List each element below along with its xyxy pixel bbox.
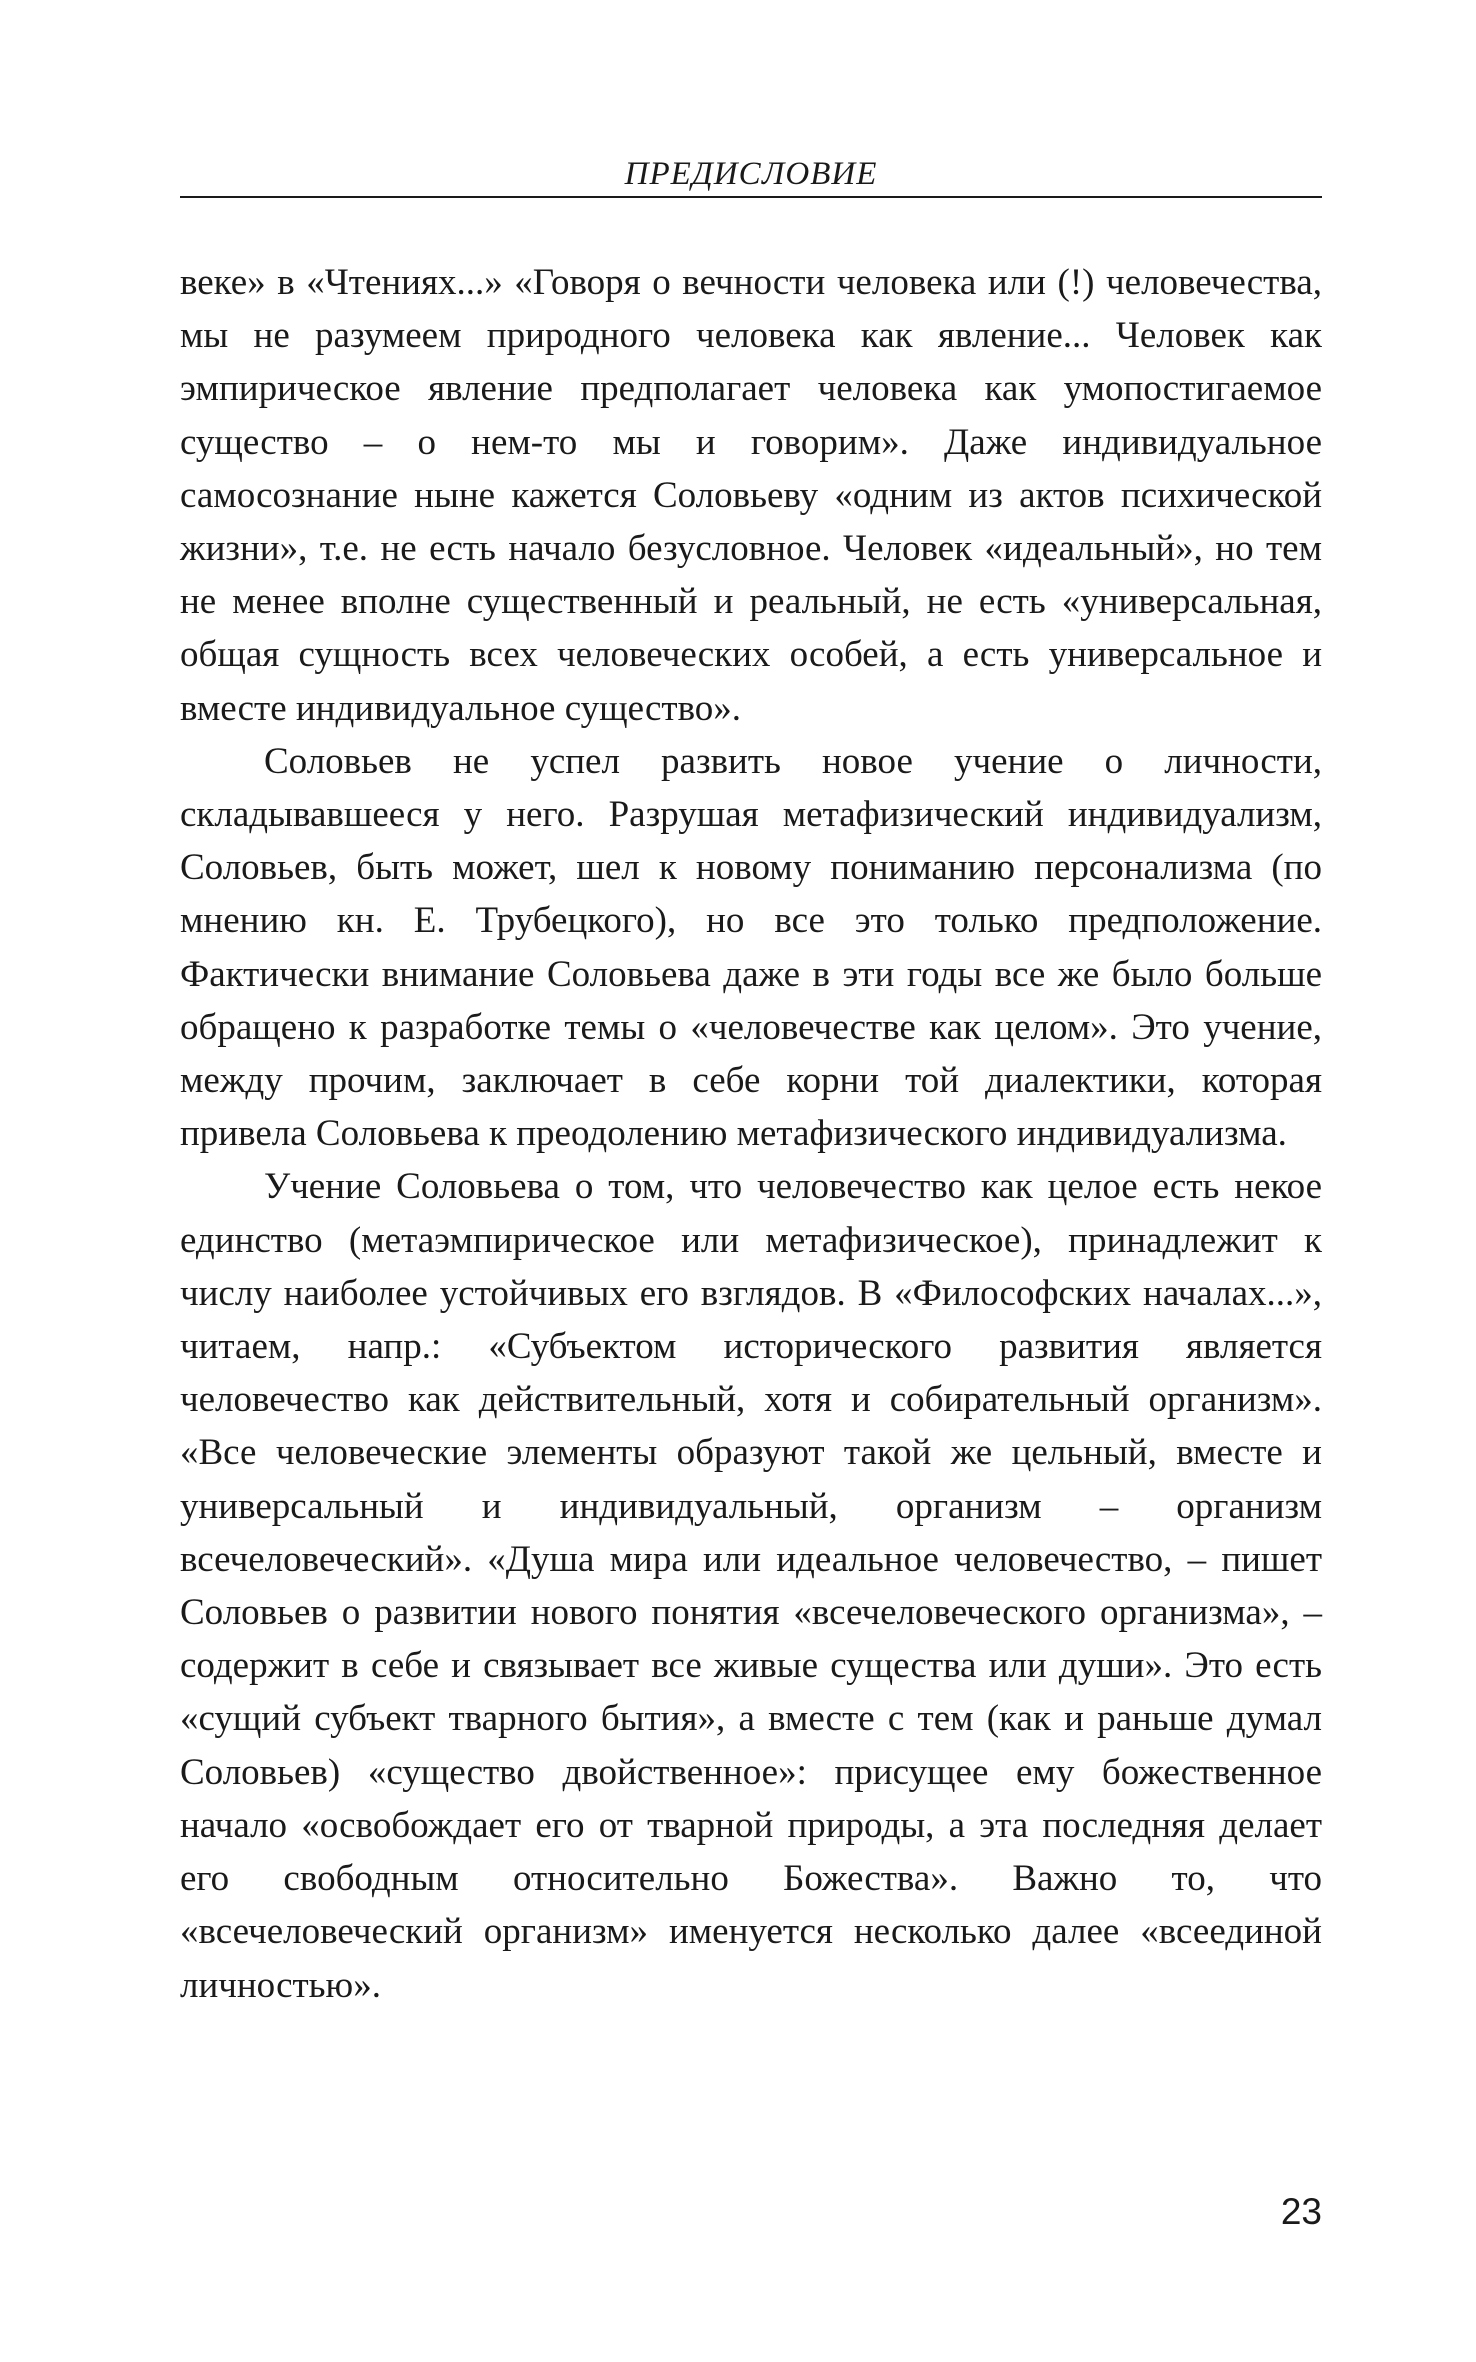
page-number: 23 <box>1280 2191 1322 2232</box>
paragraph-2: Соловьев не успел развить новое учение о личности, складывавшееся у него. Разрушая метафизический индивидуализм, Соловьев, быть может, шел к новому пониманию персонализма (по мнению кн. Е. Трубецкого), но все это только предположение. Фактически внимание Соловьева даже в эти годы все же было больше обращено к разработке темы о «человечестве как целом». Это учение, между прочим, заключает в себе корни той диалектики, которая привела Соловьева к преодолению метафизического индивидуализма. <box>180 740 1322 1155</box>
paragraph-3: Учение Соловьева о том, что человечество как целое есть некое единство (метаэмпирическое или метафизическое), принадлежит к числу наиболее устойчивых его взглядов. В «Философских началах...», читаем, напр.: «Субъектом исторического развития является человечество как действительный, хотя и собирательный организм». «Все человеческие элементы образуют такой же цельный, вместе и универсальный и индивидуальный, организм – организм всечеловеческий». «Душа мира или идеальное человечество, – пишет Соловьев о развитии нового понятия «всечеловеческого организма», – содержит в себе и связывает все живые существа или души». Это есть «сущий субъект тварного бытия», а вместе с тем (как и раньше думал Соловьев) «существо двойственное»: присущее ему божественное начало «освобождает его от тварной природы, а эта последняя делает его свободным относительно Божества». Важно то, что «всечеловеческий организм» именуется несколько далее «всеединой личностью». <box>180 1166 1322 2006</box>
body-text <box>180 256 1322 2012</box>
running-header: ПРЕДИСЛОВИЕ <box>624 156 878 192</box>
header-rule <box>180 196 1322 198</box>
paragraph-1: веке» в «Чтениях...» «Говоря о вечности человека или (!) человечества, мы не разумеем природного человека как явление... Человек как эмпирическое явление предполагает человека как умопостигаемое существо – о нем-то мы и говорим». Даже индивидуальное самосознание ныне кажется Соловьеву «одним из актов психической жизни», т.е. не есть начало безусловное. Человек «идеальный», но тем не менее вполне существенный и реальный, не есть «универсальная, общая сущность всех человеческих особей, а есть универсальное и вместе индивидуальное существо». <box>180 262 1322 729</box>
